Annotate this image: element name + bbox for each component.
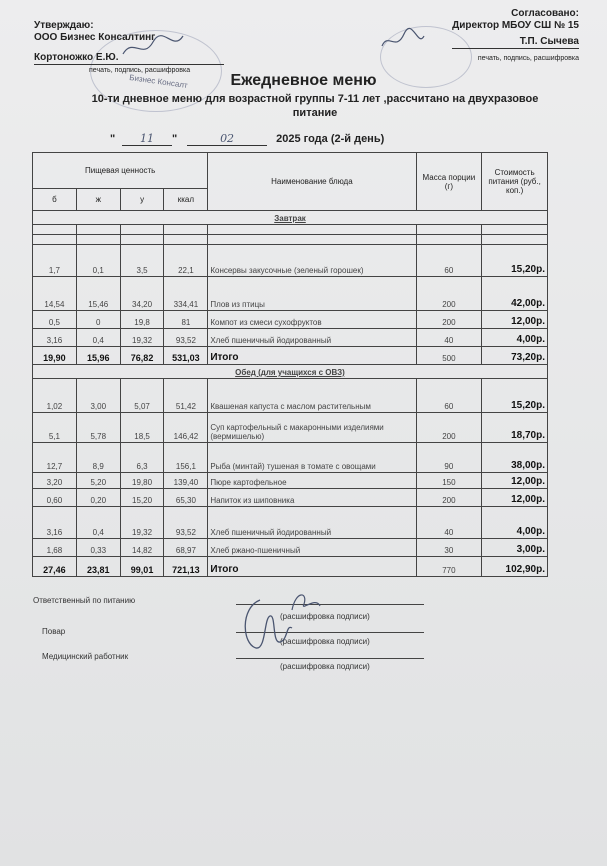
- cook-decode: (расшифровка подписи): [280, 637, 370, 646]
- table-row: 3,16 0,4 19,32 93,52 Хлеб пшеничный йодированный 40 4,00р.: [33, 329, 548, 347]
- carb-header: у: [120, 189, 164, 211]
- medic-signature-line: [236, 658, 424, 659]
- page-subtitle: 10-ти дневное меню для возрастной группы 7-11 лет ,рассчитано на двухразовое питание: [91, 93, 539, 119]
- date-line: " 11 " 02 2025 года (2-й день): [110, 132, 385, 145]
- table-row: 1,7 0,1 3,5 22,1 Консервы закусочные (зеленый горошек) 60 15,20р.: [33, 245, 548, 277]
- date-rest: 2025 года (2-й день): [276, 133, 385, 145]
- approve-note: печать, подпись, расшифровка: [89, 67, 191, 74]
- fat-header: ж: [76, 189, 120, 211]
- medic-decode: (расшифровка подписи): [280, 662, 370, 671]
- section-row-breakfast: [33, 211, 548, 225]
- mass-header: Масса порции (г): [416, 153, 482, 211]
- agreed-note: печать, подпись, расшифровка: [477, 55, 579, 62]
- responsible-decode: (расшифровка подписи): [280, 612, 370, 621]
- approve-org: ООО Бизнес Консалтинг: [34, 32, 156, 43]
- table-row: 1,02 3,00 5,07 51,42 Квашеная капуста с маслом растительным 60 15,20р.: [33, 379, 548, 413]
- approve-signature-scribble: [118, 32, 188, 62]
- medic-label: Медицинский работник: [42, 652, 129, 661]
- total-row-lunch: 27,46 23,81 99,01 721,13 Итого 770 102,90р.: [33, 557, 548, 577]
- section-row-lunch: [33, 365, 548, 379]
- table-row: 3,20 5,20 19,80 139,40 Пюре картофельное 150 12,00р.: [33, 473, 548, 489]
- approve-person: Кортоножко Е.Ю.: [34, 52, 119, 63]
- spacer-row: [33, 225, 548, 235]
- table-row: 0,60 0,20 15,20 65,30 Напиток из шиповника 200 12,00р.: [33, 489, 548, 507]
- total-row-breakfast: 19,90 15,96 76,82 531,03 Итого 500 73,20р.: [33, 347, 548, 365]
- approve-stamp-text: Бизнес Консалт: [128, 72, 189, 91]
- agreed-position: Директор МБОУ СШ № 15: [452, 20, 579, 31]
- table-row: 0,5 0 19,8 81 Компот из смеси сухофруктов 200 12,00р.: [33, 311, 548, 329]
- table-row: 1,68 0,33 14,82 68,97 Хлеб ржано-пшеничный 30 3,00р.: [33, 539, 548, 557]
- agreed-signature-line: [452, 36, 579, 49]
- dish-header: Наименование блюда: [208, 153, 416, 211]
- responsible-label: Ответственный по питанию: [33, 596, 136, 605]
- agreed-signature-scribble: [378, 26, 428, 56]
- agreed-label: Согласовано:: [511, 8, 579, 19]
- protein-header: б: [33, 189, 77, 211]
- table-header-row: [33, 153, 548, 189]
- approve-label: Утверждаю:: [34, 20, 94, 31]
- section-title-lunch: Обед (для учащихся с ОВЗ): [33, 365, 548, 379]
- cost-header: Стоимость питания (руб., коп.): [482, 153, 548, 211]
- table-row: 12,7 8,9 6,3 156,1 Рыба (минтай) тушеная в томате с овощами 90 38,00р.: [33, 443, 548, 473]
- date-day: 11: [122, 132, 172, 146]
- cook-signature-scribble: [236, 594, 296, 654]
- cook-label: Повар: [42, 627, 66, 636]
- table-row: 3,16 0,4 19,32 93,52 Хлеб пшеничный йодированный 40 4,00р.: [33, 507, 548, 539]
- table-row: 14,54 15,46 34,20 334,41 Плов из птицы 200 42,00р.: [33, 277, 548, 311]
- section-title-breakfast: Завтрак: [33, 211, 548, 225]
- agreed-person: Т.П. Сычева: [519, 36, 579, 47]
- menu-table: [32, 152, 548, 577]
- table-row: 5,1 5,78 18,5 146,42 Суп картофельный с макаронными изделиями (вермишелью) 200 18,70р.: [33, 413, 548, 443]
- kcal-header: ккал: [164, 189, 208, 211]
- spacer-row: [33, 235, 548, 245]
- page-title: Ежедневное меню: [230, 72, 377, 89]
- nutrition-header: Пищевая ценность: [33, 153, 208, 189]
- agreed-block: [452, 8, 579, 65]
- date-month: 02: [187, 132, 267, 146]
